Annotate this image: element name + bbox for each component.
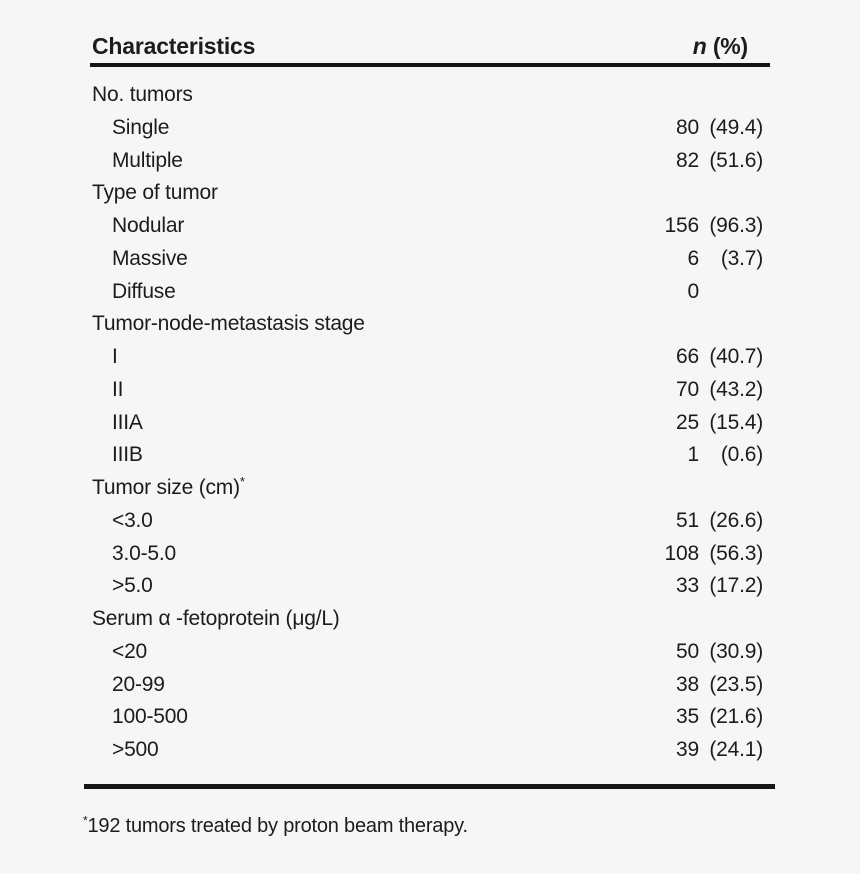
footnote-asterisk: * — [83, 813, 88, 828]
row-label-text: <20 — [112, 639, 148, 663]
row-label — [90, 538, 176, 571]
row-count: 66 — [676, 345, 699, 368]
row-value — [676, 374, 763, 407]
row-label-text: >5.0 — [112, 574, 153, 598]
table-footnote — [83, 814, 770, 838]
row-label — [90, 276, 176, 309]
row-label-text: <3.0 — [112, 508, 153, 532]
row-count: 35 — [676, 705, 699, 729]
header-n-percent — [693, 34, 770, 58]
row-label-text: Nodular — [112, 214, 185, 237]
row-percent: (24.1) — [709, 738, 763, 761]
row-value — [676, 505, 763, 538]
row-value — [676, 636, 763, 669]
asterisk-marker: * — [239, 474, 245, 489]
row-label — [90, 701, 188, 734]
row-label — [90, 734, 159, 767]
row-value — [676, 570, 763, 603]
row-value — [665, 538, 763, 571]
row-count: 1 — [687, 443, 699, 467]
row-label-text: Single — [112, 115, 170, 139]
row-value — [676, 701, 763, 734]
row-value — [688, 439, 763, 472]
row-label — [90, 308, 365, 341]
row-value — [676, 669, 763, 702]
row-percent: (17.2) — [709, 574, 763, 598]
row-label — [90, 472, 245, 505]
row-label — [90, 407, 143, 440]
table-row — [90, 243, 770, 276]
row-label-text: Tumor-node-metastasis stage — [92, 312, 365, 336]
row-label — [90, 505, 153, 538]
table-row — [90, 669, 770, 702]
row-percent: (43.2) — [709, 377, 763, 401]
row-label — [90, 669, 165, 702]
row-value — [676, 145, 763, 178]
row-label-text: Tumor size (cm) — [92, 476, 240, 499]
header-percent-label: (%) — [706, 33, 748, 59]
row-value — [665, 210, 763, 243]
row-label — [90, 145, 183, 178]
table-body — [90, 67, 770, 767]
table-row — [90, 538, 770, 571]
row-value — [699, 177, 763, 210]
row-percent: (3.7) — [720, 246, 763, 270]
row-label-text: Type of tumor — [92, 181, 218, 205]
table-row — [90, 341, 770, 374]
table-header-row — [90, 0, 770, 67]
row-count: 38 — [676, 672, 699, 696]
row-label-text: IIIA — [112, 410, 143, 434]
row-percent: (26.6) — [709, 508, 763, 532]
row-percent: (56.3) — [709, 541, 763, 565]
table-row — [90, 701, 770, 734]
row-label — [90, 79, 193, 112]
row-label-text: 100-500 — [112, 705, 188, 729]
row-label-text: IIIB — [112, 443, 143, 467]
row-value — [699, 308, 763, 341]
row-label-text: No. tumors — [92, 83, 193, 106]
table-row — [90, 439, 770, 472]
row-count: 33 — [676, 574, 699, 598]
row-percent: (23.5) — [709, 672, 763, 696]
row-count: 0 — [687, 279, 699, 303]
row-percent — [705, 603, 763, 636]
table-row — [90, 177, 770, 210]
row-value — [676, 407, 763, 440]
row-percent: (96.3) — [709, 214, 763, 237]
row-label-text: Massive — [112, 246, 188, 270]
footnote-text: 192 tumors treated by proton beam therapy. — [87, 814, 468, 837]
table-row — [90, 505, 770, 538]
table-row — [90, 112, 770, 145]
row-percent: (0.6) — [720, 443, 763, 467]
table-row — [90, 570, 770, 603]
row-value — [688, 243, 763, 276]
row-count: 82 — [676, 148, 699, 172]
table-bottom-rule — [84, 784, 775, 789]
table-row — [90, 407, 770, 440]
row-value — [699, 603, 763, 636]
row-label — [90, 439, 143, 472]
row-percent: (40.7) — [709, 345, 763, 368]
row-percent — [705, 308, 763, 341]
row-label-text: Multiple — [112, 148, 183, 172]
table-row — [90, 472, 770, 505]
row-percent: (15.4) — [709, 410, 763, 434]
row-percent — [705, 276, 763, 309]
row-label-text: 3.0-5.0 — [112, 541, 176, 565]
header-n-symbol: n — [692, 33, 707, 59]
row-label-text: >500 — [112, 738, 159, 761]
table-row — [90, 636, 770, 669]
row-label — [90, 374, 123, 407]
row-value — [688, 276, 763, 309]
row-count: 108 — [664, 541, 699, 565]
row-percent: (51.6) — [709, 148, 763, 172]
row-label — [90, 341, 118, 374]
table-row — [90, 79, 770, 112]
row-percent: (30.9) — [709, 639, 763, 663]
table-row — [90, 145, 770, 178]
table-row — [90, 374, 770, 407]
row-percent — [705, 177, 763, 210]
row-value — [699, 472, 763, 505]
table-row — [90, 276, 770, 309]
row-count: 50 — [676, 639, 699, 663]
row-count: 39 — [676, 738, 699, 761]
row-label — [90, 603, 340, 636]
row-label — [90, 210, 184, 243]
table-row — [90, 308, 770, 341]
row-count: 25 — [676, 410, 699, 434]
row-label — [90, 570, 153, 603]
row-label-text: I — [112, 345, 118, 368]
row-label-text: 20-99 — [112, 672, 165, 696]
row-percent — [705, 472, 763, 505]
row-count: 80 — [676, 115, 699, 139]
row-value — [699, 79, 763, 112]
row-value — [676, 341, 763, 374]
row-label — [90, 243, 188, 276]
characteristics-table — [83, 0, 770, 838]
row-label-text: II — [112, 377, 124, 401]
table-row — [90, 210, 770, 243]
row-count: 6 — [687, 246, 699, 270]
row-percent — [705, 79, 763, 112]
header-characteristics: Characteristics — [92, 33, 256, 59]
table-row — [90, 734, 770, 767]
row-percent: (21.6) — [709, 705, 763, 729]
row-value — [676, 734, 763, 767]
row-count: 156 — [664, 214, 699, 237]
row-count: 51 — [676, 508, 699, 532]
table-row — [90, 603, 770, 636]
row-value — [676, 112, 763, 145]
row-label — [90, 636, 147, 669]
row-percent: (49.4) — [709, 115, 763, 139]
row-label — [90, 112, 169, 145]
row-label-text: Diffuse — [112, 279, 176, 303]
row-label — [90, 177, 218, 210]
row-label-text: Serum α -fetoprotein (μg/L) — [92, 607, 340, 630]
row-count: 70 — [676, 377, 699, 401]
